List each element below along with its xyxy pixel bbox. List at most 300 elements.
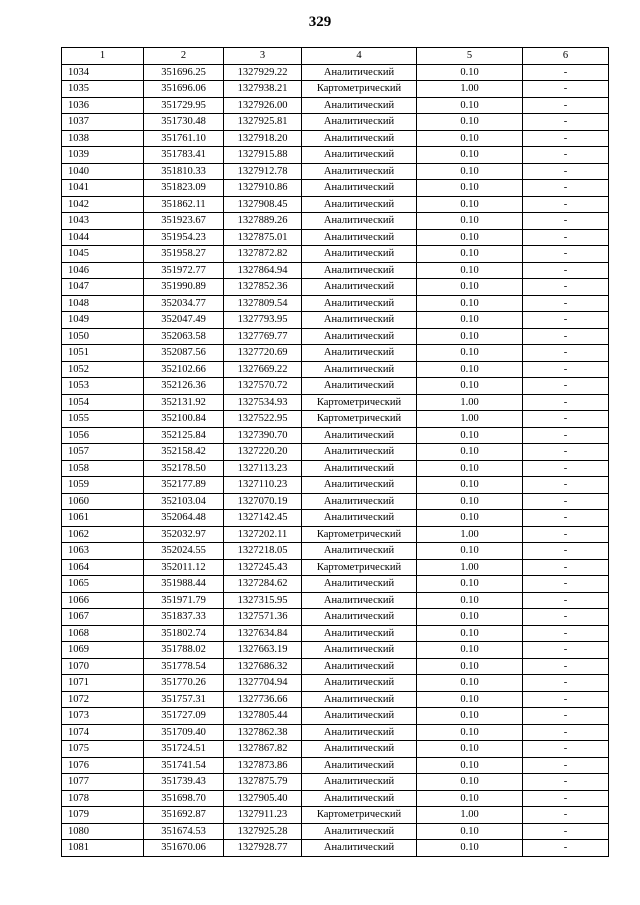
table-cell: 351823.09 (144, 180, 224, 197)
table-row (62, 64, 609, 81)
table-cell: 1049 (62, 312, 144, 329)
table-cell: 0.10 (417, 147, 523, 164)
table-cell: 1327202.11 (224, 526, 302, 543)
table-row (62, 609, 609, 626)
table-cell: 352032.97 (144, 526, 224, 543)
table-cell: 1327862.38 (224, 724, 302, 741)
table-cell: 1039 (62, 147, 144, 164)
table-cell: 351971.79 (144, 592, 224, 609)
table-cell: 352131.92 (144, 394, 224, 411)
table-cell: 0.10 (417, 180, 523, 197)
table-cell: Аналитический (302, 295, 417, 312)
table-cell: 1327110.23 (224, 477, 302, 494)
table-cell: Аналитический (302, 790, 417, 807)
table-row (62, 774, 609, 791)
table-cell: - (523, 427, 609, 444)
table-cell: - (523, 147, 609, 164)
table-cell: - (523, 213, 609, 230)
table-cell: 1327912.78 (224, 163, 302, 180)
table-cell: 351757.31 (144, 691, 224, 708)
table-cell: 1327284.62 (224, 576, 302, 593)
table-row (62, 741, 609, 758)
table-row (62, 559, 609, 576)
table-cell: 0.10 (417, 840, 523, 857)
table-cell: 351778.54 (144, 658, 224, 675)
table-cell: Аналитический (302, 246, 417, 263)
table-cell: 1.00 (417, 807, 523, 824)
table-row (62, 625, 609, 642)
table-cell: 1327704.94 (224, 675, 302, 692)
table-cell: 1075 (62, 741, 144, 758)
table-cell: 351696.06 (144, 81, 224, 98)
table-cell: - (523, 97, 609, 114)
table-row (62, 724, 609, 741)
table-cell: 1067 (62, 609, 144, 626)
table-cell: 1079 (62, 807, 144, 824)
table-cell: 1327218.05 (224, 543, 302, 560)
table-cell: 1052 (62, 361, 144, 378)
table-cell: 1057 (62, 444, 144, 461)
table-cell: 0.10 (417, 708, 523, 725)
table-row (62, 675, 609, 692)
column-header: 1 (62, 48, 144, 65)
table-cell: 351788.02 (144, 642, 224, 659)
table-cell: Аналитический (302, 97, 417, 114)
table-cell: 1327113.23 (224, 460, 302, 477)
table-cell: 1327571.36 (224, 609, 302, 626)
table-cell: Аналитический (302, 130, 417, 147)
table-cell: 1045 (62, 246, 144, 263)
table-cell: 1.00 (417, 526, 523, 543)
table-cell: 1070 (62, 658, 144, 675)
table-cell: 0.10 (417, 262, 523, 279)
table-cell: 1073 (62, 708, 144, 725)
table-cell: - (523, 312, 609, 329)
table-cell: 1327070.19 (224, 493, 302, 510)
table-row (62, 444, 609, 461)
table-cell: Картометрический (302, 807, 417, 824)
table-cell: 351698.70 (144, 790, 224, 807)
table-row (62, 411, 609, 428)
table-cell: Аналитический (302, 592, 417, 609)
table-row (62, 708, 609, 725)
table-cell: Аналитический (302, 675, 417, 692)
column-header: 6 (523, 48, 609, 65)
table-row (62, 295, 609, 312)
table-cell: - (523, 592, 609, 609)
table-cell: - (523, 114, 609, 131)
table-cell: Аналитический (302, 510, 417, 527)
table-cell: 1327915.88 (224, 147, 302, 164)
table-cell: - (523, 493, 609, 510)
column-header: 4 (302, 48, 417, 65)
table-cell: 351670.06 (144, 840, 224, 857)
table-cell: 1327910.86 (224, 180, 302, 197)
table-cell: 1327793.95 (224, 312, 302, 329)
table-cell: Картометрический (302, 81, 417, 98)
table-cell: - (523, 691, 609, 708)
table-cell: 1053 (62, 378, 144, 395)
table-cell: 1038 (62, 130, 144, 147)
table-cell: - (523, 130, 609, 147)
table-cell: 0.10 (417, 378, 523, 395)
table-cell: - (523, 64, 609, 81)
table-cell: 0.10 (417, 477, 523, 494)
table-cell: 1051 (62, 345, 144, 362)
table-cell: 0.10 (417, 493, 523, 510)
table-cell: 0.10 (417, 724, 523, 741)
table-cell: 1058 (62, 460, 144, 477)
table-cell: 352177.89 (144, 477, 224, 494)
table-cell: Аналитический (302, 741, 417, 758)
table-cell: 0.10 (417, 444, 523, 461)
table-cell: Аналитический (302, 328, 417, 345)
table-cell: - (523, 510, 609, 527)
table-cell: 1327918.20 (224, 130, 302, 147)
table-cell: Аналитический (302, 163, 417, 180)
table-row (62, 97, 609, 114)
table-cell: Аналитический (302, 213, 417, 230)
table-cell: 1055 (62, 411, 144, 428)
table-cell: 0.10 (417, 163, 523, 180)
table-cell: 351972.77 (144, 262, 224, 279)
table-cell: Аналитический (302, 658, 417, 675)
table-row (62, 147, 609, 164)
table-cell: - (523, 642, 609, 659)
table-cell: 0.10 (417, 213, 523, 230)
table-cell: Картометрический (302, 526, 417, 543)
table-row (62, 543, 609, 560)
table-cell: Аналитический (302, 345, 417, 362)
table-row (62, 328, 609, 345)
table-cell: 1077 (62, 774, 144, 791)
table-cell: 1071 (62, 675, 144, 692)
table-cell: - (523, 378, 609, 395)
table-cell: 352011.12 (144, 559, 224, 576)
table-cell: 1062 (62, 526, 144, 543)
table-cell: 1042 (62, 196, 144, 213)
header-row (62, 48, 609, 65)
table-row (62, 130, 609, 147)
table-cell: 352063.58 (144, 328, 224, 345)
table-cell: 351727.09 (144, 708, 224, 725)
table-cell: - (523, 559, 609, 576)
table-row (62, 246, 609, 263)
table-cell: Аналитический (302, 543, 417, 560)
table-cell: 351954.23 (144, 229, 224, 246)
column-header: 3 (224, 48, 302, 65)
table-cell: 1.00 (417, 559, 523, 576)
table-cell: 1063 (62, 543, 144, 560)
table-cell: 351696.25 (144, 64, 224, 81)
table-cell: 1327720.69 (224, 345, 302, 362)
table-cell: 352024.55 (144, 543, 224, 560)
table-cell: - (523, 823, 609, 840)
table-cell: 1047 (62, 279, 144, 296)
table-cell: 0.10 (417, 625, 523, 642)
table-cell: 1081 (62, 840, 144, 857)
table-cell: 1036 (62, 97, 144, 114)
table-cell: 351923.67 (144, 213, 224, 230)
table-cell: - (523, 81, 609, 98)
table-row (62, 394, 609, 411)
table-row (62, 658, 609, 675)
table-row (62, 180, 609, 197)
table-cell: 1327929.22 (224, 64, 302, 81)
table-cell: 352034.77 (144, 295, 224, 312)
table-cell: Аналитический (302, 708, 417, 725)
table-cell: Аналитический (302, 147, 417, 164)
table-cell: 1327873.86 (224, 757, 302, 774)
table-row (62, 229, 609, 246)
table-row (62, 262, 609, 279)
table-cell: 0.10 (417, 592, 523, 609)
table-cell: 1327889.26 (224, 213, 302, 230)
table-cell: - (523, 757, 609, 774)
table-cell: Аналитический (302, 312, 417, 329)
table-cell: - (523, 444, 609, 461)
table-cell: 351709.40 (144, 724, 224, 741)
table-cell: 1327852.36 (224, 279, 302, 296)
table-cell: 1327864.94 (224, 262, 302, 279)
table-cell: - (523, 774, 609, 791)
table-row (62, 493, 609, 510)
table-cell: Аналитический (302, 840, 417, 857)
table-cell: 352158.42 (144, 444, 224, 461)
table-cell: 0.10 (417, 295, 523, 312)
table-cell: 352125.84 (144, 427, 224, 444)
table-cell: Аналитический (302, 64, 417, 81)
table-cell: 0.10 (417, 741, 523, 758)
table-cell: - (523, 196, 609, 213)
table-cell: 352100.84 (144, 411, 224, 428)
table-cell: 351862.11 (144, 196, 224, 213)
table-cell: Аналитический (302, 691, 417, 708)
table-cell: 1065 (62, 576, 144, 593)
table-cell: - (523, 163, 609, 180)
table-cell: - (523, 262, 609, 279)
table-row (62, 757, 609, 774)
table-cell: 1056 (62, 427, 144, 444)
table-cell: 1327928.77 (224, 840, 302, 857)
table-cell: 0.10 (417, 64, 523, 81)
table-cell: Аналитический (302, 576, 417, 593)
table-row (62, 807, 609, 824)
table-row (62, 345, 609, 362)
table-cell: 0.10 (417, 510, 523, 527)
table-row (62, 163, 609, 180)
table-cell: 0.10 (417, 823, 523, 840)
table-row (62, 312, 609, 329)
table-row (62, 592, 609, 609)
table-cell: 0.10 (417, 691, 523, 708)
table-row (62, 790, 609, 807)
table-cell: 352103.04 (144, 493, 224, 510)
table-cell: - (523, 477, 609, 494)
table-cell: 1327875.01 (224, 229, 302, 246)
table-cell: 1327669.22 (224, 361, 302, 378)
table-cell: 1046 (62, 262, 144, 279)
table-cell: - (523, 411, 609, 428)
table-cell: 351958.27 (144, 246, 224, 263)
table-cell: - (523, 675, 609, 692)
table-cell: 352087.56 (144, 345, 224, 362)
table-cell: 351692.87 (144, 807, 224, 824)
table-cell: 1327938.21 (224, 81, 302, 98)
table-cell: 0.10 (417, 97, 523, 114)
table-row (62, 691, 609, 708)
table-cell: 1068 (62, 625, 144, 642)
table-cell: 351741.54 (144, 757, 224, 774)
table-cell: - (523, 394, 609, 411)
table-cell: Картометрический (302, 411, 417, 428)
table-cell: 0.10 (417, 130, 523, 147)
table-cell: 0.10 (417, 361, 523, 378)
table-cell: 1327925.28 (224, 823, 302, 840)
table-cell: 0.10 (417, 757, 523, 774)
table-cell: 1327867.82 (224, 741, 302, 758)
table-cell: - (523, 295, 609, 312)
table-cell: 1327522.95 (224, 411, 302, 428)
table-cell: 0.10 (417, 114, 523, 131)
table-cell: 352047.49 (144, 312, 224, 329)
table-cell: 351810.33 (144, 163, 224, 180)
table-cell: Аналитический (302, 609, 417, 626)
table-cell: Картометрический (302, 559, 417, 576)
table-cell: 1327905.40 (224, 790, 302, 807)
table-cell: - (523, 180, 609, 197)
table-cell: 1054 (62, 394, 144, 411)
table-cell: Аналитический (302, 477, 417, 494)
table-cell: 1327534.93 (224, 394, 302, 411)
table-cell: 351674.53 (144, 823, 224, 840)
table-cell: 1048 (62, 295, 144, 312)
table-cell: 1327142.45 (224, 510, 302, 527)
table-cell: 1034 (62, 64, 144, 81)
table-row (62, 213, 609, 230)
table-cell: Аналитический (302, 279, 417, 296)
table-cell: 1327736.66 (224, 691, 302, 708)
table-cell: 0.10 (417, 609, 523, 626)
table-cell: 0.10 (417, 312, 523, 329)
table-cell: 1080 (62, 823, 144, 840)
table-cell: 1041 (62, 180, 144, 197)
table-cell: 1.00 (417, 394, 523, 411)
table-cell: 0.10 (417, 460, 523, 477)
table-cell: 1044 (62, 229, 144, 246)
table-cell: 0.10 (417, 790, 523, 807)
table-cell: - (523, 658, 609, 675)
table-cell: 1327315.95 (224, 592, 302, 609)
table-cell: 1066 (62, 592, 144, 609)
table-cell: 351770.26 (144, 675, 224, 692)
table-row (62, 114, 609, 131)
table-cell: - (523, 576, 609, 593)
table-cell: 0.10 (417, 246, 523, 263)
table-cell: 1072 (62, 691, 144, 708)
table-row (62, 477, 609, 494)
column-header: 5 (417, 48, 523, 65)
table-cell: 1050 (62, 328, 144, 345)
table-cell: 0.10 (417, 576, 523, 593)
table-cell: - (523, 609, 609, 626)
table-cell: 1327875.79 (224, 774, 302, 791)
table-cell: 0.10 (417, 658, 523, 675)
table-cell: 1327908.45 (224, 196, 302, 213)
table-cell: 1327911.23 (224, 807, 302, 824)
table-cell: 0.10 (417, 642, 523, 659)
table-cell: 1074 (62, 724, 144, 741)
table-cell: Аналитический (302, 724, 417, 741)
table-cell: 1327805.44 (224, 708, 302, 725)
table-row (62, 81, 609, 98)
table-cell: 351783.41 (144, 147, 224, 164)
table-cell: Аналитический (302, 114, 417, 131)
table-row (62, 378, 609, 395)
table-cell: 1060 (62, 493, 144, 510)
table-cell: Аналитический (302, 757, 417, 774)
table-cell: - (523, 361, 609, 378)
table-row (62, 196, 609, 213)
table-cell: Аналитический (302, 196, 417, 213)
table-cell: 1043 (62, 213, 144, 230)
table-cell: Аналитический (302, 180, 417, 197)
table-cell: 351837.33 (144, 609, 224, 626)
table-cell: - (523, 246, 609, 263)
coordinates-table (61, 47, 609, 857)
table-cell: 352064.48 (144, 510, 224, 527)
table-cell: 0.10 (417, 774, 523, 791)
table-cell: 351988.44 (144, 576, 224, 593)
table-cell: 0.10 (417, 427, 523, 444)
table-row (62, 823, 609, 840)
table-cell: 1327926.00 (224, 97, 302, 114)
table-row (62, 840, 609, 857)
table-cell: Аналитический (302, 262, 417, 279)
table-cell: 0.10 (417, 345, 523, 362)
table-cell: - (523, 724, 609, 741)
table-cell: - (523, 708, 609, 725)
table-cell: 1327570.72 (224, 378, 302, 395)
table-cell: 1327809.54 (224, 295, 302, 312)
table-cell: 0.10 (417, 196, 523, 213)
table-cell: 1327634.84 (224, 625, 302, 642)
table-cell: 351761.10 (144, 130, 224, 147)
table-cell: 351730.48 (144, 114, 224, 131)
table-cell: Аналитический (302, 642, 417, 659)
table-row (62, 642, 609, 659)
table-cell: 351739.43 (144, 774, 224, 791)
table-cell: 0.10 (417, 279, 523, 296)
table-row (62, 576, 609, 593)
table-cell: 1327925.81 (224, 114, 302, 131)
column-header: 2 (144, 48, 224, 65)
table-cell: 1327769.77 (224, 328, 302, 345)
table-cell: 352102.66 (144, 361, 224, 378)
table-cell: 0.10 (417, 229, 523, 246)
table-cell: 1059 (62, 477, 144, 494)
table-cell: Аналитический (302, 493, 417, 510)
table-cell: Аналитический (302, 427, 417, 444)
table-row (62, 510, 609, 527)
page-number: 329 (308, 14, 332, 30)
table-cell: 351724.51 (144, 741, 224, 758)
table-row (62, 460, 609, 477)
table-cell: 1.00 (417, 411, 523, 428)
table-cell: 0.10 (417, 675, 523, 692)
table-cell: - (523, 790, 609, 807)
table-row (62, 279, 609, 296)
